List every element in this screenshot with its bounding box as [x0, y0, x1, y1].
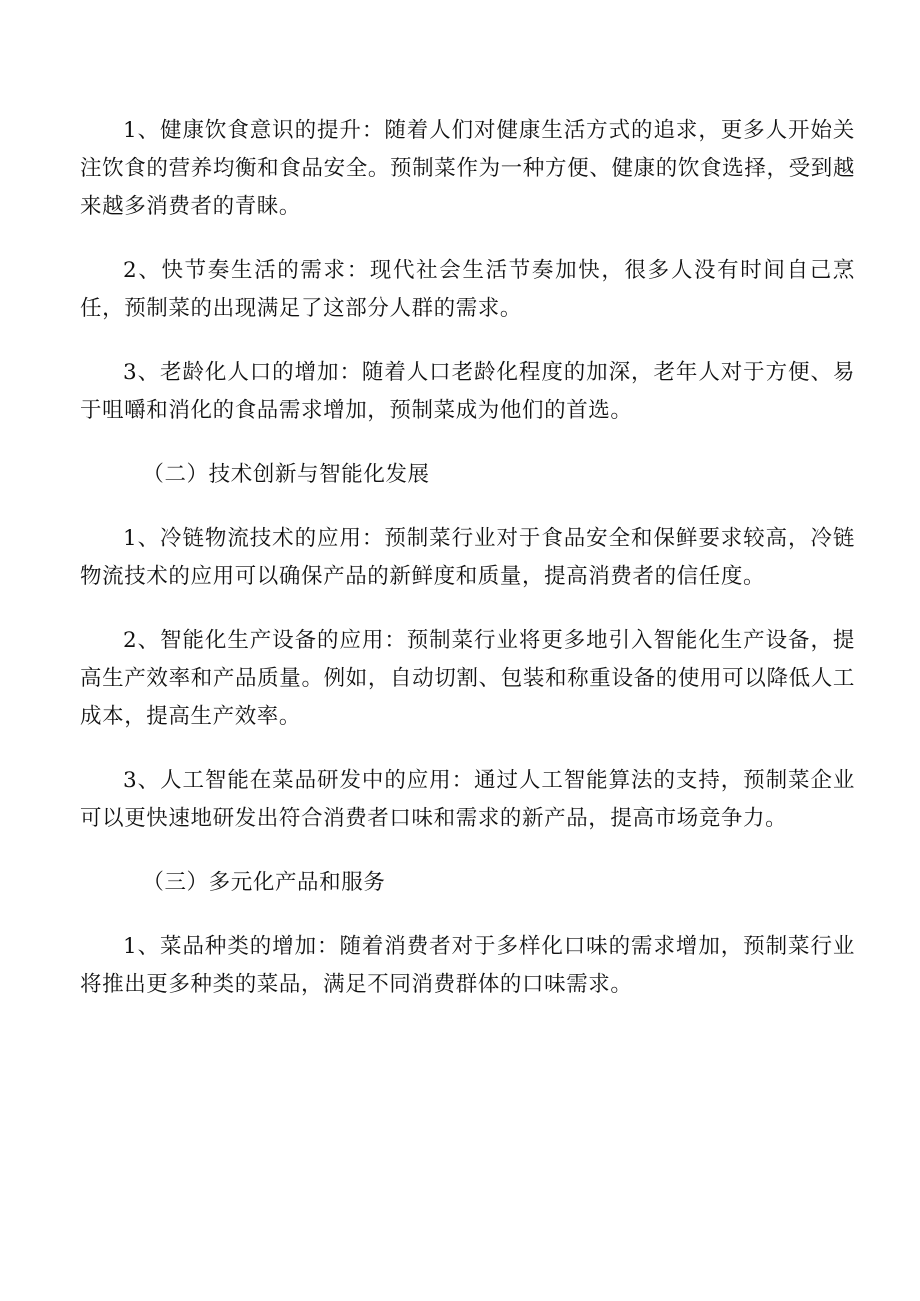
paragraph-healthy-eating: 1、健康饮食意识的提升：随着人们对健康生活方式的追求，更多人开始关注饮食的营养均衡和食品安全。预制菜作为一种方便、健康的饮食选择，受到越来越多消费者的青睐。	[80, 118, 855, 219]
paragraph-dish-variety: 1、菜品种类的增加：随着消费者对于多样化口味的需求增加，预制菜行业将推出更多种类的菜品，满足不同消费群体的口味需求。	[80, 934, 855, 997]
section-heading-diversified-products: （三）多元化产品和服务	[142, 870, 386, 895]
paragraph-ai-research: 3、人工智能在菜品研发中的应用：通过人工智能算法的支持，预制菜企业可以更快速地研发出符合消费者口味和需求的新产品，提高市场竞争力。	[80, 768, 855, 831]
paragraph-cold-chain: 1、冷链物流技术的应用：预制菜行业对于食品安全和保鲜要求较高，冷链物流技术的应用可以确保产品的新鲜度和质量，提高消费者的信任度。	[80, 526, 855, 589]
document-body	[80, 112, 855, 1030]
paragraph-fast-paced-life: 2、快节奏生活的需求：现代社会生活节奏加快，很多人没有时间自己烹任，预制菜的出现满足了这部分人群的需求。	[80, 258, 855, 321]
paragraph-aging-population: 3、老龄化人口的增加：随着人口老龄化程度的加深，老年人对于方便、易于咀嚼和消化的食品需求增加，预制菜成为他们的首选。	[80, 360, 855, 423]
paragraph-smart-equipment: 2、智能化生产设备的应用：预制菜行业将更多地引入智能化生产设备，提高生产效率和产品质量。例如，自动切割、包装和称重设备的使用可以降低人工成本，提高生产效率。	[80, 628, 855, 729]
section-heading-technology: （二）技术创新与智能化发展	[142, 462, 430, 487]
